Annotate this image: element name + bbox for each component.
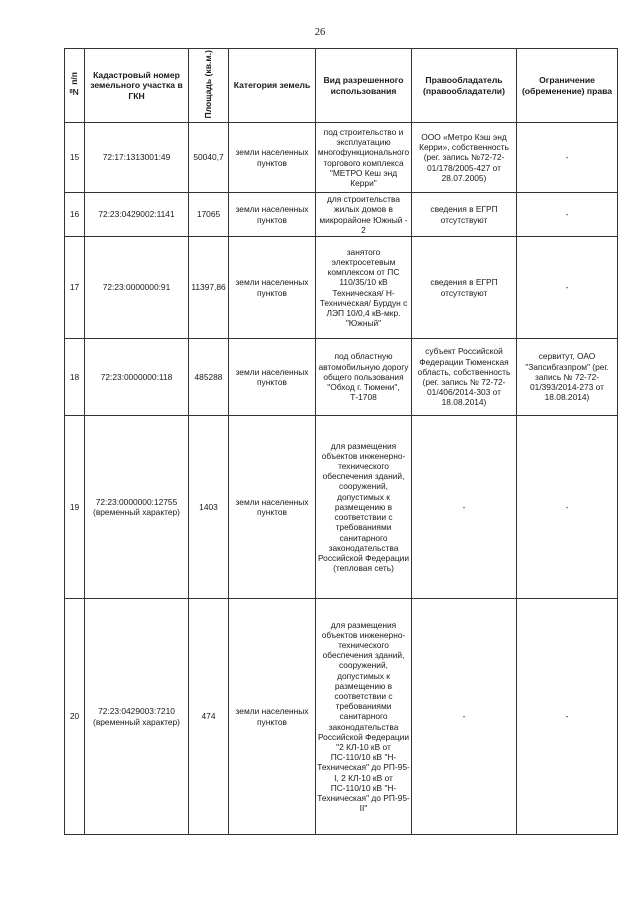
header-num <box>65 49 85 123</box>
row-owner: сведения в ЕГРП отсутствуют <box>412 237 517 339</box>
row-use: под строительство и эксплуатацию многофункционального торгового комплекса "МЕТРО Кеш энд Керри" <box>316 123 412 193</box>
row-owner: сведения в ЕГРП отсутствуют <box>412 193 517 237</box>
header-cadastral: Кадастровый номер земельного участка в ГКН <box>85 49 189 123</box>
row-category: земли населенных пунктов <box>229 339 316 416</box>
row-cadastral: 72:23:0000000:91 <box>85 237 189 339</box>
table-row <box>65 599 618 835</box>
header-num-label: № п/п <box>69 71 80 97</box>
row-restriction: - <box>517 416 618 599</box>
row-area: 474 <box>189 599 229 835</box>
row-cadastral: 72:23:0000000:118 <box>85 339 189 416</box>
row-use: для строительства жилых домов в микрорайоне Южный - 2 <box>316 193 412 237</box>
row-restriction: - <box>517 599 618 835</box>
row-area: 485288 <box>189 339 229 416</box>
row-cadastral: 72:23:0429002:1141 <box>85 193 189 237</box>
row-category: земли населенных пунктов <box>229 237 316 339</box>
header-area-label: Площадь (кв.м.) <box>203 50 214 119</box>
table-row <box>65 237 618 339</box>
table-header-row <box>65 49 618 123</box>
row-restriction: - <box>517 237 618 339</box>
row-category: земли населенных пунктов <box>229 123 316 193</box>
row-restriction: - <box>517 193 618 237</box>
row-num: 19 <box>65 416 85 599</box>
row-restriction: - <box>517 123 618 193</box>
header-area <box>189 49 229 123</box>
row-num: 20 <box>65 599 85 835</box>
row-category: земли населенных пунктов <box>229 193 316 237</box>
header-owner: Правообладатель (правообладатели) <box>412 49 517 123</box>
row-area: 50040,7 <box>189 123 229 193</box>
row-owner: - <box>412 599 517 835</box>
row-use: занятого электросетевым комплексом от ПС 110/35/10 кВ Техническая/ Н-Техническая/ Бурдун с ЛЭП 10/0,4 кВ-мкр. "Южный" <box>316 237 412 339</box>
row-use: для размещения объектов инженерно-технического обеспечения зданий, сооружений, допустимых к размещению в соответствии с требованиями санитарного законодательства Российской Федерации (тепловая сеть) <box>316 416 412 599</box>
row-cadastral: 72:23:0000000:12755 (временный характер) <box>85 416 189 599</box>
row-num: 16 <box>65 193 85 237</box>
row-num: 18 <box>65 339 85 416</box>
header-use: Вид разрешенного использования <box>316 49 412 123</box>
table-row <box>65 123 618 193</box>
row-num: 15 <box>65 123 85 193</box>
header-category: Категория земель <box>229 49 316 123</box>
row-cadastral: 72:23:0429003:7210 (временный характер) <box>85 599 189 835</box>
row-owner: - <box>412 416 517 599</box>
row-use: под областную автомобильную дорогу общего пользования "Обход г. Тюмени", Т-1708 <box>316 339 412 416</box>
row-owner: субъект Российской Федерации Тюменская область, собственность (рег. запись № 72-72-01/406/2014-303 от 18.08.2014) <box>412 339 517 416</box>
row-num: 17 <box>65 237 85 339</box>
row-area: 17065 <box>189 193 229 237</box>
header-restriction: Ограничение (обременение) права <box>517 49 618 123</box>
row-category: земли населенных пунктов <box>229 599 316 835</box>
table-row <box>65 416 618 599</box>
table-row <box>65 339 618 416</box>
page-number: 26 <box>314 27 326 38</box>
row-use: для размещения объектов инженерно-технического обеспечения зданий, сооружений, допустимых к размещению в соответствии с требованиями санитарного законодательства Российской Федерации "2 КЛ-10 кВ от ПС-110/10 кВ "Н-Техническая" до РП-95-I, 2 КЛ-10 кВ от ПС-110/10 кВ "Н-Техническая" до РП-95-II" <box>316 599 412 835</box>
row-category: земли населенных пунктов <box>229 416 316 599</box>
table-row <box>65 193 618 237</box>
land-plots-table <box>64 48 618 835</box>
row-area: 11397,86 <box>189 237 229 339</box>
row-owner: ООО «Метро Кэш энд Керри», собственность (рег. запись №72-72-01/178/2005-427 от 28.07.2005) <box>412 123 517 193</box>
row-cadastral: 72:17:1313001:49 <box>85 123 189 193</box>
row-restriction: сервитут, ОАО "Запсибгазпром" (рег. запись № 72-72-01/393/2014-273 от 18.08.2014) <box>517 339 618 416</box>
row-area: 1403 <box>189 416 229 599</box>
